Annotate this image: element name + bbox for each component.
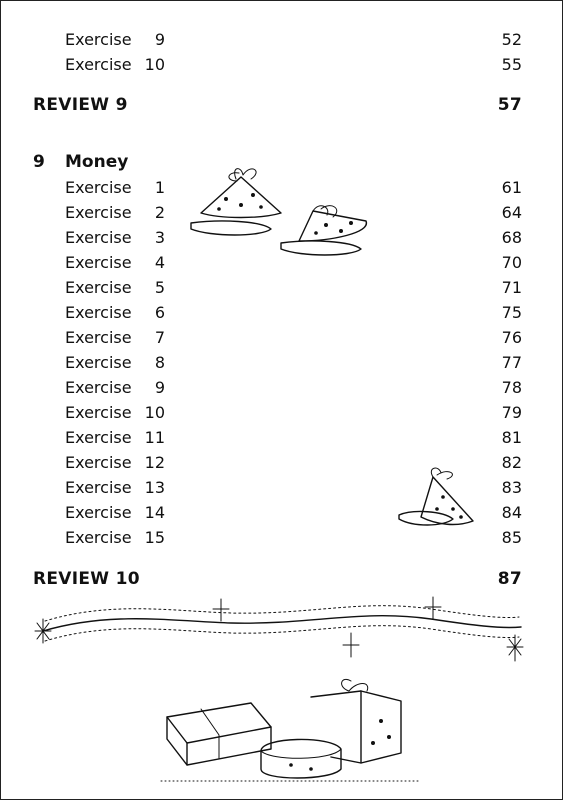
toc-entry[interactable]: [1, 326, 562, 350]
entry-label: Exercise: [65, 55, 132, 74]
entry-number: 11: [144, 428, 165, 447]
entry-number: 10: [144, 55, 165, 74]
entry-label: Exercise: [65, 328, 132, 347]
page-number: 71: [501, 278, 522, 297]
page-number: 84: [501, 503, 522, 522]
entry-number: 13: [144, 478, 165, 497]
entry-label: Exercise: [65, 278, 132, 297]
toc-entry[interactable]: [1, 53, 562, 77]
page-number: 64: [501, 203, 522, 222]
page-number: 76: [501, 328, 522, 347]
page-number: 87: [497, 569, 522, 589]
entry-number: 4: [154, 253, 165, 272]
toc-entry[interactable]: [1, 301, 562, 325]
toc-entry[interactable]: [1, 376, 562, 400]
entry-number: 7: [154, 328, 165, 347]
entry-label: Exercise: [65, 478, 132, 497]
entry-label: Exercise: [65, 453, 132, 472]
entry-label: Exercise: [65, 428, 132, 447]
entry-number: 15: [144, 528, 165, 547]
page-number: 55: [501, 55, 522, 74]
toc-entry[interactable]: [1, 28, 562, 52]
entry-label: Exercise: [65, 253, 132, 272]
review-heading[interactable]: [1, 567, 562, 591]
entry-label: Exercise: [65, 378, 132, 397]
page-number: 68: [501, 228, 522, 247]
entry-number: 1: [154, 178, 165, 197]
review-heading[interactable]: [1, 93, 562, 117]
page-number: 52: [501, 30, 522, 49]
page-number: 77: [501, 353, 522, 372]
party-hat-illustration: [393, 463, 483, 533]
page-number: 85: [501, 528, 522, 547]
entry-label: Exercise: [65, 228, 132, 247]
entry-number: 12: [144, 453, 165, 472]
review-label: REVIEW 10: [33, 569, 140, 589]
garland-illustration: [31, 591, 531, 671]
chapter-title: Money: [65, 152, 129, 172]
entry-label: Exercise: [65, 503, 132, 522]
entry-label: Exercise: [65, 203, 132, 222]
entry-number: 9: [154, 30, 165, 49]
entry-number: 10: [144, 403, 165, 422]
entry-number: 2: [154, 203, 165, 222]
page-number: 83: [501, 478, 522, 497]
page-number: 82: [501, 453, 522, 472]
entry-number: 6: [154, 303, 165, 322]
entry-number: 3: [154, 228, 165, 247]
page-number: 79: [501, 403, 522, 422]
entry-number: 9: [154, 378, 165, 397]
toc-entry[interactable]: [1, 351, 562, 375]
page-number: 78: [501, 378, 522, 397]
page-number: 75: [501, 303, 522, 322]
entry-number: 14: [144, 503, 165, 522]
entry-label: Exercise: [65, 178, 132, 197]
entry-number: 5: [154, 278, 165, 297]
page-number: 81: [501, 428, 522, 447]
party-hat-illustration: [181, 161, 381, 281]
entry-label: Exercise: [65, 353, 132, 372]
page-number: 57: [497, 95, 522, 115]
page-number: 70: [501, 253, 522, 272]
toc-entry[interactable]: [1, 401, 562, 425]
presents-illustration: [161, 677, 421, 787]
review-label: REVIEW 9: [33, 95, 128, 115]
entry-label: Exercise: [65, 403, 132, 422]
entry-label: Exercise: [65, 30, 132, 49]
entry-number: 8: [154, 353, 165, 372]
entry-label: Exercise: [65, 303, 132, 322]
chapter-number: 9: [33, 152, 45, 172]
page-number: 61: [501, 178, 522, 197]
toc-entry[interactable]: [1, 426, 562, 450]
entry-label: Exercise: [65, 528, 132, 547]
